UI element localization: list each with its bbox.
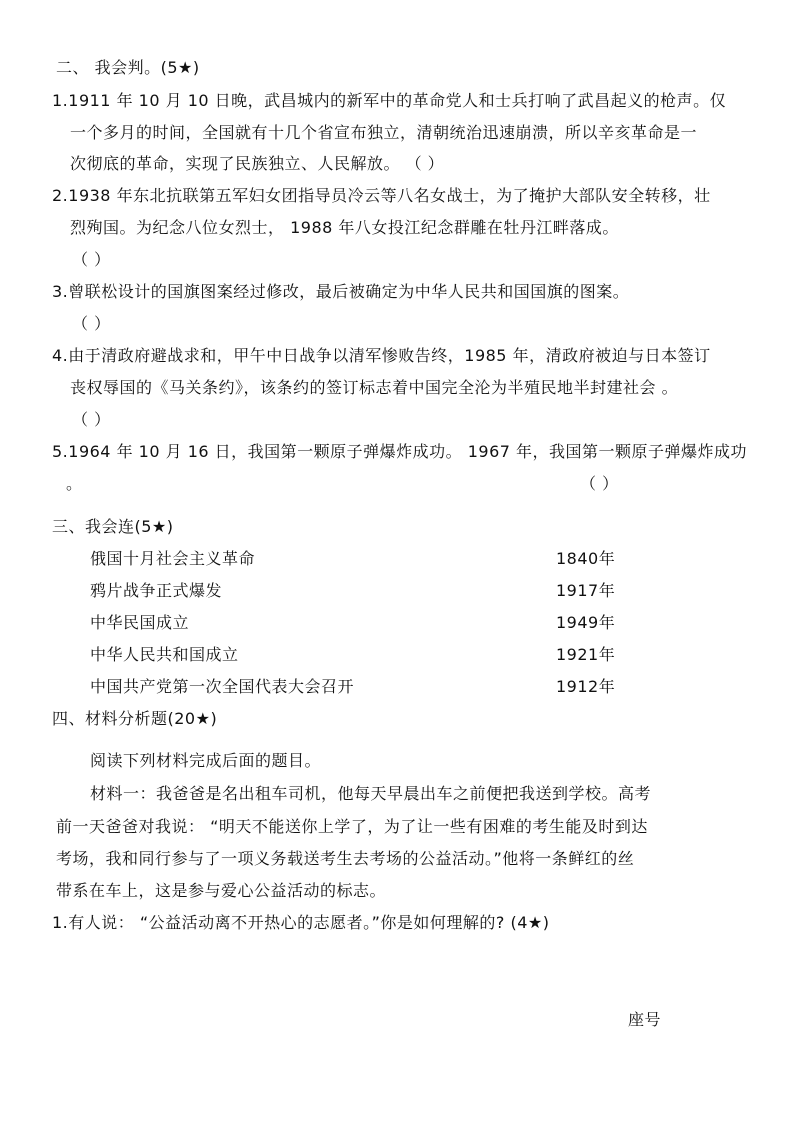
match-right-item: 1912年	[556, 677, 616, 696]
question-4-line-2: 丧权辱国的《马关条约》，该条约的签订标志着中国完全沦为半殖民地半封建社会 。	[70, 378, 679, 397]
match-right-item: 1840年	[556, 549, 616, 568]
question-2-line-2: 烈殉国。为纪念八位女烈士， 1988 年八女投江纪念群雕在牡丹江畔落成。	[70, 218, 619, 237]
match-left-item: 中国共产党第一次全国代表大会召开	[90, 677, 355, 696]
section4-heading: 四、材料分析题(20★)	[52, 709, 218, 728]
material-intro: 阅读下列材料完成后面的题目。	[90, 751, 322, 770]
question-5-line-2: 。	[66, 474, 83, 493]
question-3-answer-blank: （ ）	[72, 314, 111, 333]
match-right-item: 1949年	[556, 613, 616, 632]
material-1-line-4: 带系在车上，这是参与爱心公益活动的标志。	[56, 881, 387, 900]
question-2-line-1: 2.1938 年东北抗联第五军妇女团指导员冷云等八名女战士，为了掩护大部队安全转移，壮	[52, 186, 711, 205]
seat-number-label: 座号	[628, 1010, 662, 1029]
section3-heading: 三、我会连(5★)	[52, 517, 174, 536]
question-4-line-1: 4.由于清政府避战求和，甲午中日战争以清军惨败告终，1985 年，清政府被迫与日本签订	[52, 346, 711, 365]
material-1-line-2: 前一天爸爸对我说： “明天不能送你上学了，为了让一些有困难的考生能及时到达	[56, 817, 648, 836]
section2-heading: 二、 我会判。(5★)	[56, 58, 200, 77]
match-left-item: 中华民国成立	[90, 613, 190, 632]
match-right-item: 1917年	[556, 581, 616, 600]
material-1-line-3: 考场，我和同行参与了一项义务载送考生去考场的公益活动。”他将一条鲜红的丝	[56, 849, 635, 868]
question-5-answer-blank: （ ）	[580, 474, 619, 493]
question-5-line-1: 5.1964 年 10 月 16 日，我国第一颗原子弹爆炸成功。 1967 年，我国第一颗原子弹爆炸成功	[52, 442, 748, 461]
question-2-answer-blank: （ ）	[72, 250, 111, 269]
question-1-line-3: 次彻底的革命，实现了民族独立、人民解放。 （ ）	[70, 154, 445, 173]
section4-question-1: 1.有人说： “公益活动离不开热心的志愿者。”你是如何理解的? (4★)	[52, 913, 550, 932]
question-1-line-1: 1.1911 年 10 月 10 日晚，武昌城内的新军中的革命党人和士兵打响了武昌起义的枪声。仅	[52, 91, 727, 110]
question-4-answer-blank: （ ）	[72, 410, 111, 429]
question-1-line-2: 一个多月的时间，全国就有十几个省宣布独立，清朝统治迅速崩溃，所以辛亥革命是一	[70, 123, 698, 142]
match-left-item: 中华人民共和国成立	[90, 645, 239, 664]
match-left-item: 俄国十月社会主义革命	[90, 549, 256, 568]
match-right-item: 1921年	[556, 645, 616, 664]
question-3-line-1: 3.曾联松设计的国旗图案经过修改，最后被确定为中华人民共和国国旗的图案。	[52, 282, 630, 301]
material-1-line-1: 材料一：我爸爸是名出租车司机，他每天早晨出车之前便把我送到学校。高考	[90, 784, 652, 803]
match-left-item: 鸦片战争正式爆发	[90, 581, 223, 600]
